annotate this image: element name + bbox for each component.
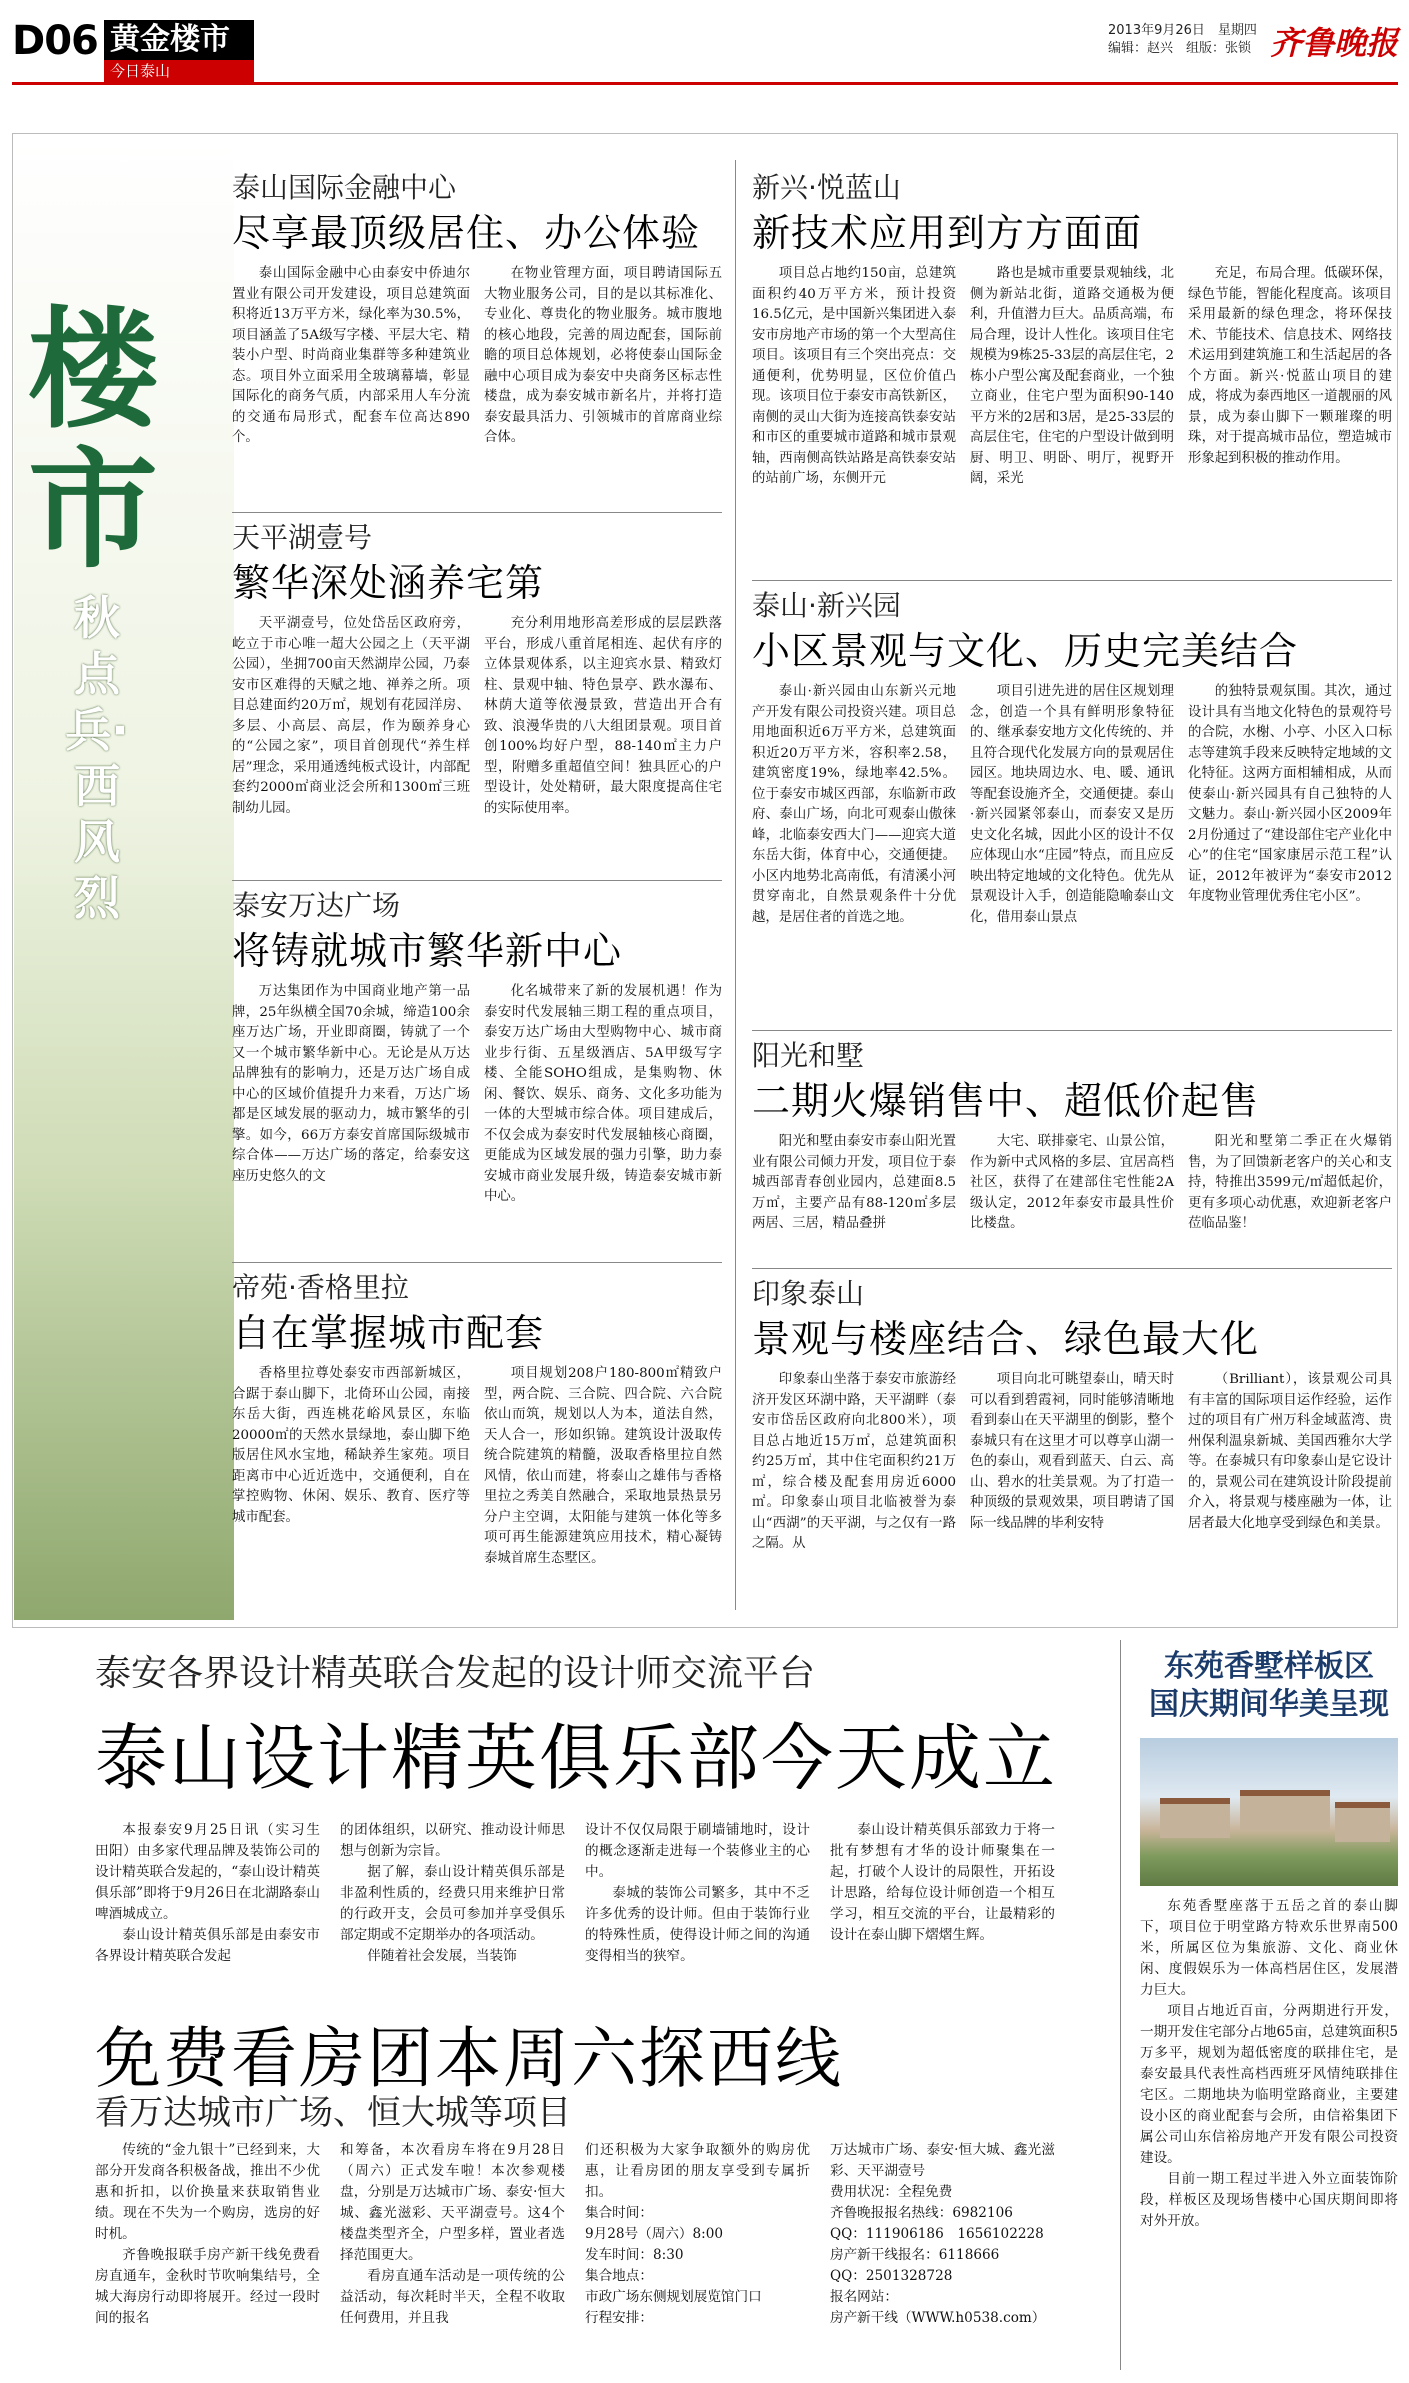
- editors: 编辑：赵兴 组版：张锁: [1108, 41, 1252, 56]
- side-text: [1140, 1896, 1398, 2232]
- article-wanda: [232, 888, 722, 1208]
- article-kicker: 泰安万达广场: [232, 889, 401, 922]
- article-yinxiang: [752, 1276, 1392, 1555]
- article-kicker: 阳光和墅: [752, 1039, 865, 1072]
- newspaper-logo: 齐鲁晚报: [1270, 24, 1399, 62]
- issue-date: 2013年9月26日 星期四: [1108, 23, 1257, 38]
- design-col-2: [340, 1820, 565, 1967]
- article-text: 泰山·新兴园由山东新兴元地产开发有限公司投资兴建。项目总用地面积近6万平方米，总建筑面积近20万平方米，容积率2.58，建筑密度19%，绿地率42.5%。位于泰安市城区西部，东临新市政府、泰山广场，向北可观泰山傲徕峰，北临泰安西大门——迎宾大道东岳大街，体育中心，交通便捷。小区内地势北高南低，有清溪小河贯穿南北，自然景观条件十分优越，是居住者的首选之地。: [752, 684, 956, 925]
- info-line: 发车时间：8:30: [585, 2247, 684, 2263]
- article-text: 在物业管理方面，项目聘请国际五大物业服务公司，目的是以其标准化、专业化、尊贵化的物业服务。城市腹地的核心地段，完善的周边配套，国际前瞻的项目总体规划，必将使泰山国际金融中心项目成为泰安中央商务区标志性楼盘，成为泰安城市新名片，并将打造泰安最具活力、引领城市的首席商业综合体。: [484, 266, 722, 445]
- article-title: 繁华深处涵养宅第: [232, 561, 545, 605]
- article-title: 新技术应用到方方面面: [752, 211, 1143, 255]
- info-line: 房产新干线（WWW.h0538.com）: [830, 2310, 1046, 2326]
- design-title: 泰山设计精英俱乐部今天成立: [95, 1716, 1058, 1800]
- paragraph: 项目占地近百亩，分两期进行开发，一期开发住宅部分占地65亩，总建筑面积5万多平，规划为超低密度的联排住宅，是泰安最具代表性高档西班牙风情纯联排住宅区。二期地块为临明堂路商业，主要建设小区的商业配套与会所，由信裕集团下属公司山东信裕房地产开发有限公司投资建设。: [1140, 2003, 1398, 2166]
- info-line: 市政广场东侧规划展览馆门口: [585, 2289, 762, 2305]
- info-line: QQ：1119061​86 1656102228: [830, 2226, 1044, 2242]
- article-title: 将铸就城市繁华新中心: [232, 929, 623, 973]
- column-divider: [1120, 1640, 1121, 2370]
- article-text: 的独特景观氛围。其次，通过设计具有当地文化特色的景观符号的合院，水榭、小亭、小区入口标志等建筑手段来反映特定地域的文化特征。这两方面相辅相成，从而使泰山·新兴园具有自己独特的人文魅力。泰山·新兴园小区2009年2月份通过了“建设部住宅产业化中心”的住宅“国家康居示范工程”认证，2012年被评为“泰安市2012年度物业管理优秀住宅小区”。: [1188, 684, 1392, 904]
- article-text: 阳光和墅第二季正在火爆销售，为了回馈新老客户的关心和支持，特推出3599元/㎡超低起价，更有多项心动优惠，欢迎新老客户莅临品鉴！: [1188, 1134, 1392, 1231]
- article-shangri-la: [232, 1270, 722, 1569]
- article-title: 景观与楼座结合、绿色最大化: [752, 1317, 1260, 1361]
- feature-big-char: 楼市: [28, 293, 153, 586]
- article-yangguanghe: [752, 1038, 1392, 1235]
- design-col-1: [95, 1820, 334, 1967]
- paragraph: 看房直通车活动是一项传统的公益活动，每次耗时半天，全程不收取任何费用，并且我: [340, 2268, 565, 2326]
- article-text: 天平湖壹号，位处岱岳区政府旁，屹立于市心唯一超大公园之上（天平湖公园），坐拥700亩天然湖岸公园，乃泰安市区难得的天赋之地、禅养之所。项目总建面约20万㎡，规划有花园洋房、多层、小高层、高层，作为颐养身心的“公园之家”，项目首创现代“养生样居”理念，采用通透纯板式设计，内部配套约2000㎡商业泛会所和1300㎡三班制幼儿园。: [232, 616, 470, 816]
- info-line: 集合地点：: [585, 2268, 653, 2284]
- tour-col-3: [585, 2140, 810, 2329]
- article-text: 路也是城市重要景观轴线，北侧为新站北街，道路交通极为便利，升值潜力巨大。品质高端，布局合理，设计人性化。该项目住宅规模为9栋25-33层的高层住宅，2栋小户型公寓及配套商业，一个独立商业，住宅户型为面积90-140平方米的2居和3居，是25-33层的高层住宅，住宅的户型设计做到明厨、明卫、明卧、明厅，视野开阔，采光: [970, 266, 1174, 486]
- divider: [232, 512, 722, 513]
- article-title: 自在掌握城市配套: [232, 1311, 545, 1355]
- article-title: 二期火爆销售中、超低价起售: [752, 1079, 1260, 1123]
- article-financial-center: [232, 170, 722, 449]
- design-col-3: [585, 1820, 810, 1967]
- paragraph: 和筹备，本次看房车将在9月28日（周六）正式发车啦！本次参观楼盘，分别是万达城市广场、泰安·恒大城、鑫光滋彩、天平湖壹号。这4个楼盘类型齐全，户型多样，置业者选择范围更大。: [340, 2142, 565, 2263]
- paragraph: 泰山设计精英俱乐部是由泰安市各界设计精英联合发起: [95, 1927, 320, 1964]
- info-line: 集合时间：: [585, 2205, 653, 2221]
- tour-col-4: [830, 2140, 1055, 2329]
- paragraph: 据了解，泰山设计精英俱乐部是非盈利性质的，经费只用来维护日常的行政开支，会员可参加并享受俱乐部定期或不定期举办的各项活动。: [340, 1864, 565, 1943]
- design-col-4: [830, 1820, 1055, 1946]
- divider: [752, 1030, 1392, 1031]
- header-meta: [1108, 22, 1257, 58]
- article-kicker: 印象泰山: [752, 1277, 865, 1310]
- tour-col-1: [95, 2140, 320, 2329]
- article-kicker: 泰山·新兴园: [752, 589, 901, 622]
- side-story: [1140, 1648, 1398, 2383]
- subsection-title: 今日泰山: [104, 60, 254, 82]
- tour-kicker: 看万达城市广场、恒大城等项目: [95, 2093, 571, 2133]
- paragraph: 传统的“金九银十”已经到来，大部分开发商各积极备战，推出不少优惠和折扣，以价换量来获取销售业绩。现在不失为一个购房，选房的好时机。: [95, 2142, 320, 2242]
- paragraph: 泰山设计精英俱乐部致力于将一批有梦想有才华的设计师聚集在一起，打破个人设计的局限性，开拓设计思路，给每位设计师创造一个相互学习，相互交流的平台，让最精彩的设计在泰山脚下熠熠生辉。: [830, 1822, 1055, 1943]
- article-text: 项目总占地约150亩，总建筑面积约40万平方米，预计投资16.5亿元，是中国新兴集团进入泰安市房地产市场的第一个大型高住项目。该项目有三个突出亮点：交通便利，优势明显，区位价值凸现。该项目位于泰安市高铁新区，南侧的灵山大街为连接高铁泰安站和市区的重要城市道路和城市景观轴，西南侧高铁站路是高铁泰安站的站前广场，东侧开元: [752, 266, 956, 486]
- info-line: QQ：2501328728: [830, 2268, 953, 2284]
- header-rule: [12, 82, 1398, 85]
- tour-title: 免费看房团本周六探西线: [95, 2020, 843, 2097]
- article-text: 印象泰山坐落于泰安市旅游经济开发区环湖中路，天平湖畔（泰安市岱岳区政府向北800米），项目总占地近15万㎡，总建筑面积约25万㎡，其中住宅面积约21万㎡，综合楼及配套用房近6000㎡。印象泰山项目北临被誉为泰山“西湖”的天平湖，与之仅有一路之隔。从: [752, 1372, 956, 1551]
- info-line: 万达城市广场、泰安·恒大城、鑫光滋彩、天平湖壹号: [830, 2142, 1055, 2179]
- paragraph: 目前一期工程过半进入外立面装饰阶段，样板区及现场售楼中心国庆期间即将对外开放。: [1140, 2171, 1398, 2229]
- article-title: 小区景观与文化、历史完美结合: [752, 629, 1299, 673]
- article-text: 化名城带来了新的发展机遇！作为泰安时代发展轴三期工程的重点项目，泰安万达广场由大型购物中心、城市商业步行街、五星级酒店、5A甲级写字楼、全能SOHO组成，是集购物、休闲、餐饮、娱乐、商务、文化多功能为一体的大型城市综合体。项目建成后，不仅会成为泰安时代发展轴核心商圈，更能成为区域发展的强力引擎，助力泰安城市商业发展升级，铸造泰安城市新中心。: [484, 984, 722, 1204]
- tour-col-2: [340, 2140, 565, 2329]
- paragraph: 伴随着社会发展，当装饰: [367, 1948, 517, 1964]
- info-line: 报名网站：: [830, 2289, 898, 2305]
- article-text: 阳光和墅由泰安市泰山阳光置业有限公司倾力开发，项目位于泰城西部青春创业园内，总建面8.5万㎡，主要产品有88-120㎡多层两居、三居，精品叠拼: [752, 1134, 956, 1231]
- info-line: 行程安排：: [585, 2310, 653, 2326]
- paragraph: 的团体组织，以研究、推动设计师思想与创新为宗旨。: [340, 1822, 565, 1859]
- paragraph: 泰城的装饰公司繁多，其中不乏许多优秀的设计师。但由于装饰行业的特殊性质，使得设计师之间的沟通变得相当的狭窄。: [585, 1885, 810, 1964]
- article-text: （Brilliant），该景观公司具有丰富的国际项目运作经验，运作过的项目有广州万科金域蓝湾、贵州保利温泉新城、美国西雅尔大学等。在泰城只有印象泰山是它设计的，景观公司在建筑设计阶段提前介入，将景观与楼座融为一体，让居者最大化地享受到绿色和美景。: [1188, 1372, 1392, 1531]
- article-kicker: 天平湖壹号: [232, 521, 373, 554]
- article-text: 万达集团作为中国商业地产第一品牌，25年纵横全国70余城，缔造100余座万达广场，开业即商圈，铸就了一个又一个城市繁华新中心。无论是从万达品牌独有的影响力，还是万达广场自成中心的区域价值提升力来看，万达广场都是区域发展的驱动力，城市繁华的引擎。如今，66万方泰安首席国际级城市综合体——万达广场的落定，给泰安这座历史悠久的文: [232, 984, 470, 1184]
- page-number: D06: [12, 18, 98, 64]
- info-line: 齐鲁晚报报名热线：6982106: [830, 2205, 1013, 2221]
- page-header: [0, 0, 1409, 85]
- info-line: 费用状况：全程免费: [830, 2184, 953, 2200]
- info-line: 房产新干线报名：6118666: [830, 2247, 1000, 2263]
- article-text: 充分利用地形高差形成的层层跌落平台，形成八重首尾相连、起伏有序的立体景观体系，以主迎宾水景、精致灯柱、景观中轴、特色景亭、跌水瀑布、林荫大道等依漫景致，营造出开合有致、浪漫华贵的八大组团景观。项目首创100%均好户型，88-140㎡主力户型，附赠多重超值空间！独具匠心的户型设计，处处精研，最大限度提高住宅的实际使用率。: [484, 616, 722, 816]
- divider: [232, 1262, 722, 1263]
- article-kicker: 帝苑·香格里拉: [232, 1271, 409, 1304]
- design-kicker: 泰安各界设计精英联合发起的设计师交流平台: [95, 1653, 816, 1694]
- divider: [752, 580, 1392, 581]
- article-tianpinghu: [232, 520, 722, 819]
- article-kicker: 新兴·悦蓝山: [752, 171, 901, 204]
- paragraph: 齐鲁晚报联手房产新干线免费看房直通车，金秋时节吹响集结号，全城大海房行动即将展开。经过一段时间的报名: [95, 2247, 320, 2326]
- paragraph: 东苑香墅座落于五岳之首的泰山脚下，项目位于明堂路方特欢乐世界南500米，所属区位为集旅游、文化、商业休闲、度假娱乐为一体高档居住区，发展潜力巨大。: [1140, 1898, 1398, 1998]
- article-text: 项目引进先进的居住区规划理念，创造一个具有鲜明形象特征的、继承泰安地方文化传统的、并且符合现代化发展方向的景观居住园区。地块周边水、电、暖、通讯等配套设施齐全，交通便捷。泰山·新兴园紧邻泰山，而泰安又是历史文化名城，因此小区的设计不仅应体现山水“庄园”特点，而且应反映出特定地域的文化特色。优先从景观设计入手，创造能隐喻泰山文化，借用泰山景点: [970, 684, 1174, 925]
- section-title: 黄金楼市: [104, 20, 254, 60]
- paragraph: 设计不仅仅局限于刷墙铺地时，设计的概念逐渐走进每一个装修业主的心中。: [585, 1822, 810, 1880]
- feature-vertical-text: 秋点兵·西风烈: [65, 591, 129, 925]
- article-text: 充足，布局合理。低碳环保，绿色节能，智能化程度高。该项目采用最新的绿色理念，将环保技术、节能技术、信息技术、网络技术运用到建筑施工和生活起居的各个方面。新兴·悦蓝山项目的建成，将成为泰西地区一道靓丽的风景，成为泰山脚下一颗璀璨的明珠，对于提高城市品位，塑造城市形象起到积极的推动作用。: [1188, 266, 1392, 466]
- article-yuelanshan: [752, 170, 1392, 490]
- divider: [752, 1268, 1392, 1269]
- article-text: 项目规划208户180-800㎡精致户型，两合院、三合院、四合院、六合院依山而筑，规划以人为本，道法自然，天人合一，形如织锦。建筑设计汲取传统合院建筑的精髓，汲取香格里拉自然风情，依山而建，将泰山之雄伟与香格里拉之秀美自然融合，采取地景热景另分户主空调，太阳能与建筑一体化等多项可再生能源建筑应用技术，精心凝铸泰城首席生态墅区。: [484, 1366, 722, 1566]
- villa-photo: [1140, 1738, 1398, 1886]
- paragraph: 本报泰安9月25日讯（实习生 田阳）由多家代理品牌及装饰公司的设计精英联合发起的，“泰山设计精英俱乐部”即将于9月26日在北湖路泰山啤酒城成立。: [95, 1822, 334, 1922]
- article-kicker: 泰山国际金融中心: [232, 171, 457, 204]
- article-text: 泰山国际金融中心由泰安中侨迪尔置业有限公司开发建设，项目总建筑面积将近13万平方米，绿化率为30.5%，项目涵盖了5A级写字楼、平层大宅、精装小户型、时尚商业集群等多种建筑业态。项目外立面采用全玻璃幕墙，彰显国际化的商务气质，内部采用人车分流的交通布局形式，配套车位高达890个。: [232, 266, 470, 445]
- article-title: 尽享最顶级居住、办公体验: [232, 211, 701, 255]
- info-line: 9月28号（周六）8:00: [585, 2226, 724, 2242]
- divider: [232, 880, 722, 881]
- side-title: 东苑香墅样板区 国庆期间华美呈现: [1149, 1649, 1389, 1722]
- article-xinxingyuan: [752, 588, 1392, 928]
- article-text: 香格里拉尊处泰安市西部新城区，合踞于泰山脚下，北倚环山公园，南接东岳大街，西连桃花峪风景区，东临20000㎡的天然水景绿地，泰山脚下绝版居住风水宝地，稀缺养生家苑。项目距离市中心近近选中，交通便利，自在掌控购物、休闲、娱乐、教育、医疗等城市配套。: [232, 1366, 470, 1525]
- column-divider: [735, 160, 736, 1610]
- paragraph: 们还积极为大家争取额外的购房优惠，让看房团的朋友享受到专属折扣。: [585, 2142, 810, 2200]
- article-text: 大宅、联排豪宅、山景公馆，作为新中式风格的多层、宜居高档社区，获得了在建部住宅性能2A级认定，2012年泰安市最具性价比楼盘。: [970, 1134, 1174, 1231]
- article-text: 项目向北可眺望泰山，晴天时可以看到碧霞祠，同时能够清晰地看到泰山在天平湖里的倒影，整个泰城只有在这里才可以尊享山湖一色的泰山，观看到蓝天、白云、高山、碧水的壮美景观。为了打造一种顶级的景观效果，项目聘请了国际一线品牌的毕利安特: [970, 1372, 1174, 1531]
